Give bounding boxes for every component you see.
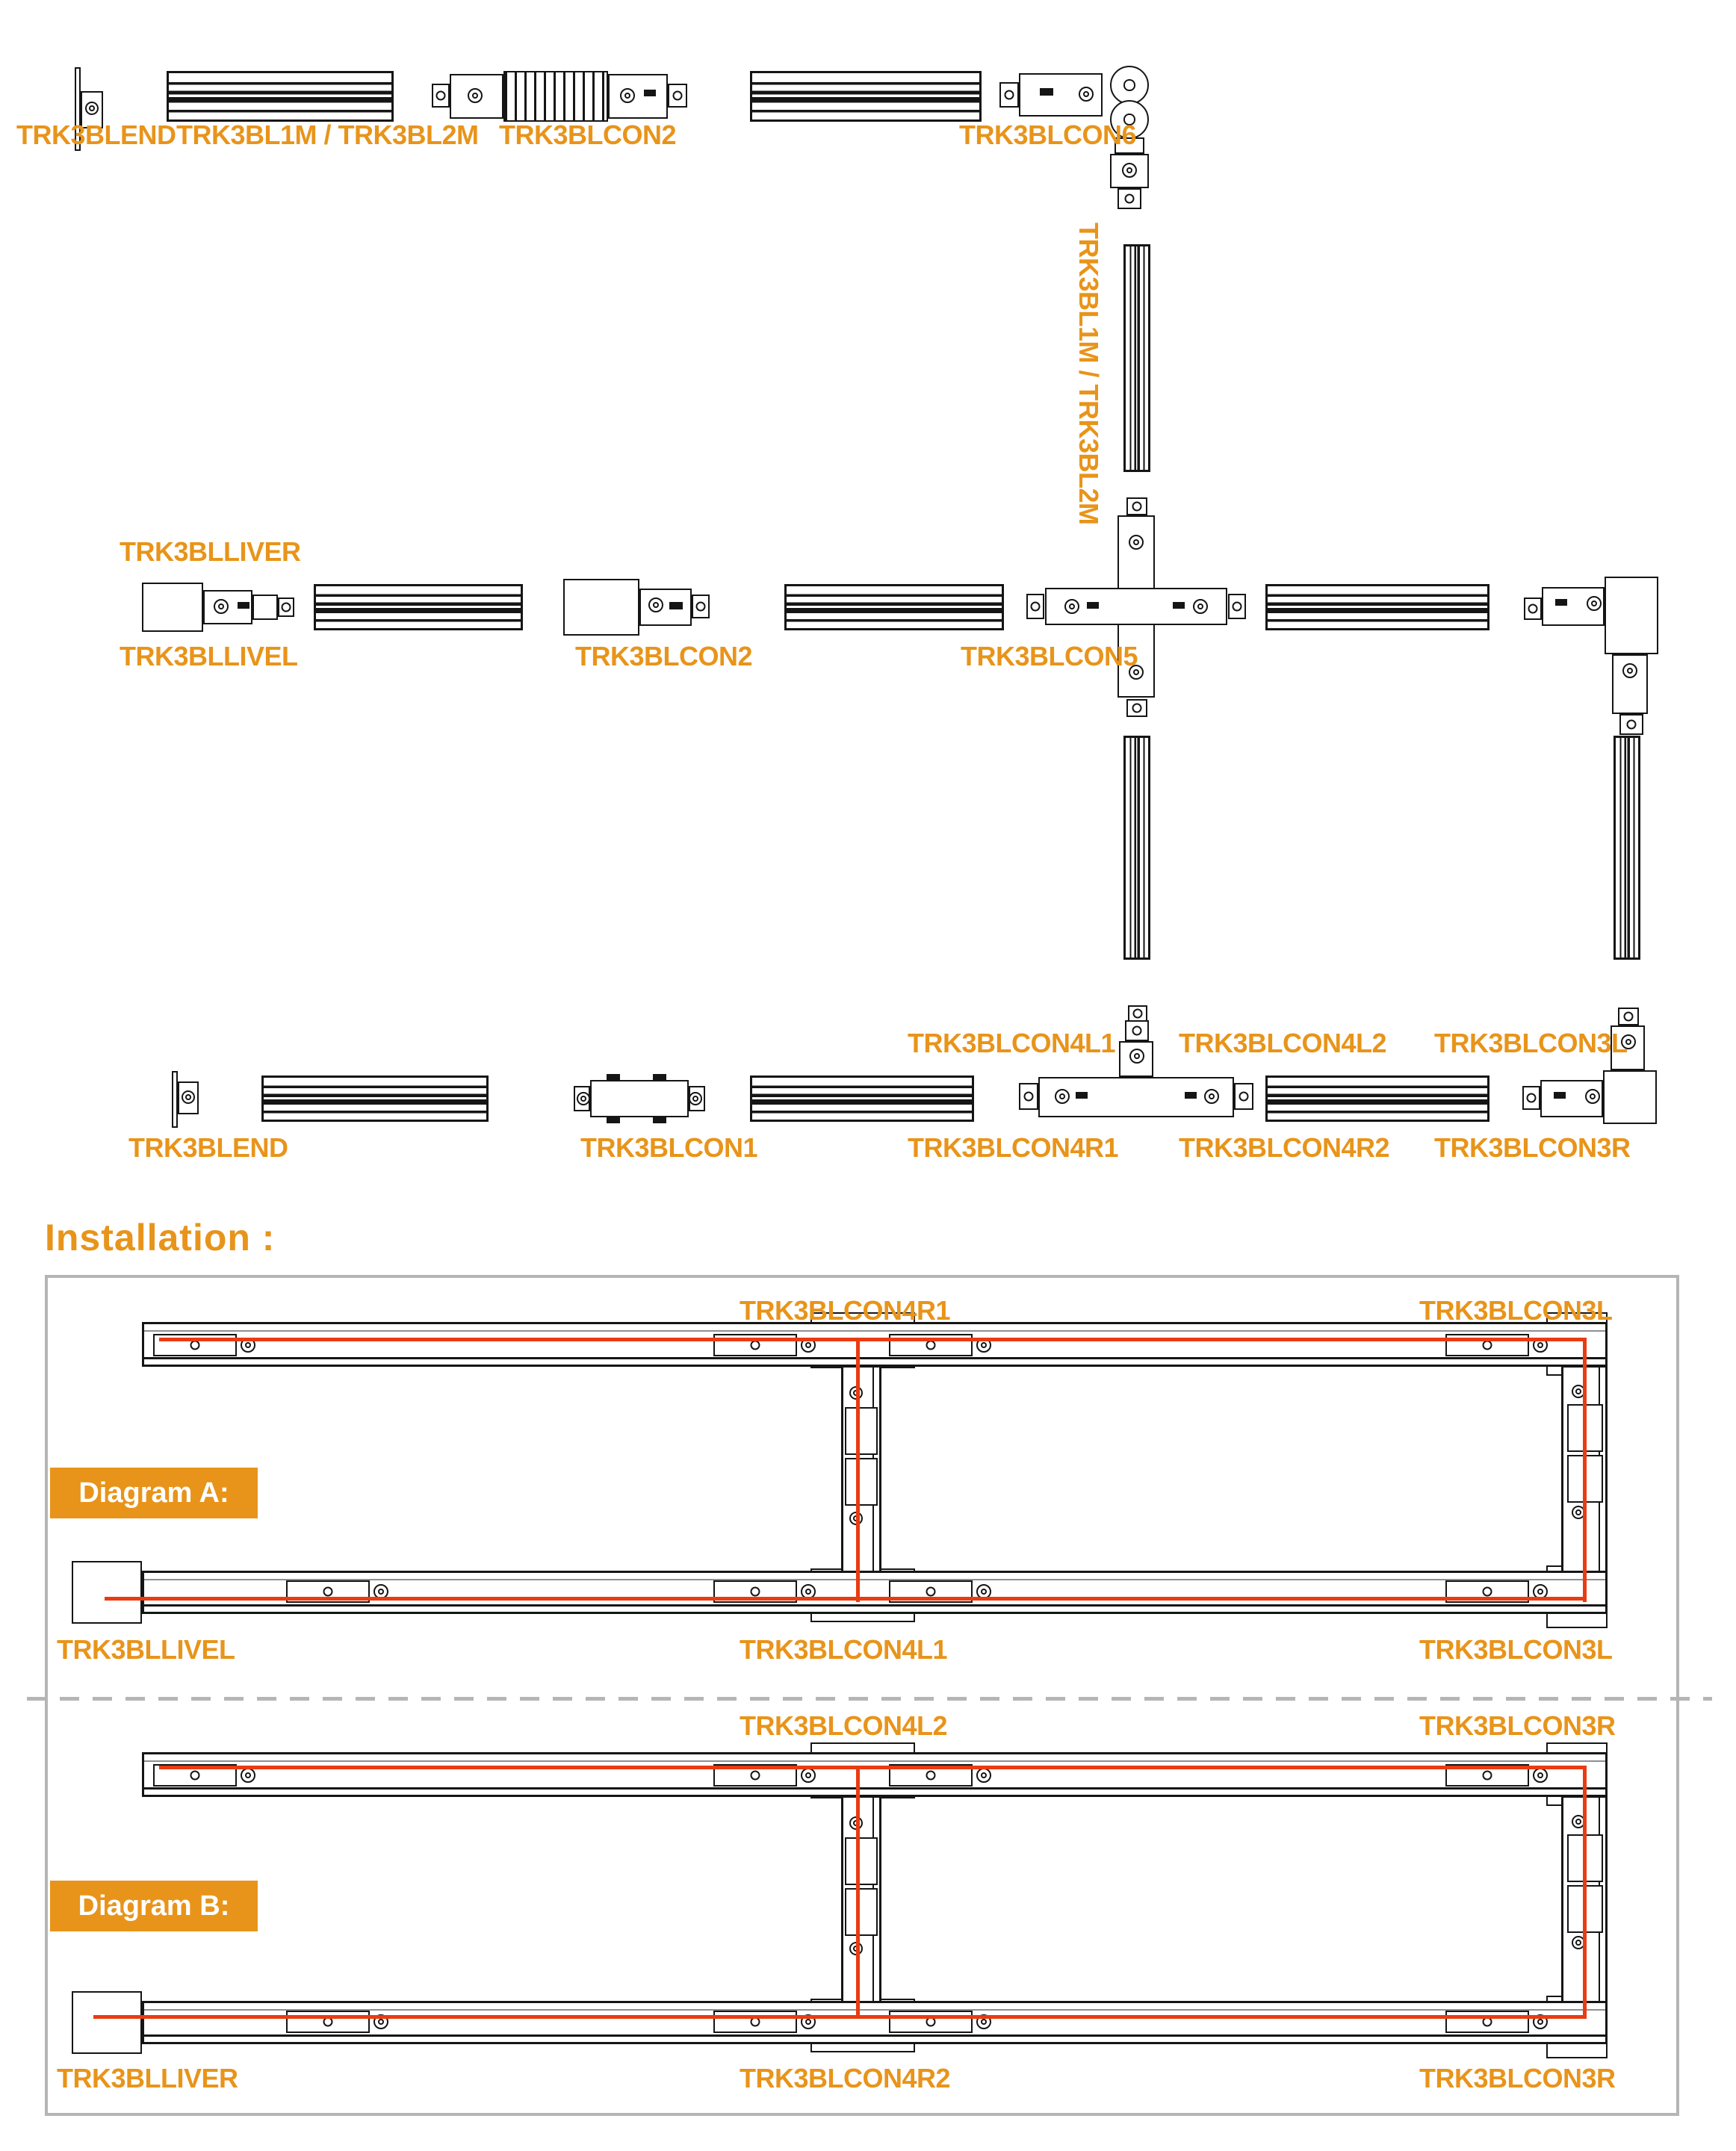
part-label-con2-1: TRK3BLCON2 [499, 120, 677, 150]
screw-icon [1533, 1768, 1548, 1783]
endcap-plate-icon [172, 1071, 178, 1128]
track-vertical-icon [1123, 244, 1150, 472]
screw-icon [1129, 1049, 1144, 1064]
track-vertical-icon [1613, 736, 1640, 960]
connector-box [590, 1080, 689, 1117]
part-label-con4l1: TRK3BLCON4L1 [908, 1028, 1116, 1058]
screw-icon [689, 1092, 702, 1105]
connector-plug [286, 2011, 370, 2033]
connector-box [845, 1837, 878, 1885]
connector-box [563, 579, 639, 636]
screw-icon [241, 1768, 255, 1783]
contact-mark [1040, 88, 1053, 96]
contact-mark [607, 1074, 620, 1081]
diagram-rail [142, 1752, 1608, 1797]
connector-plug [1128, 1005, 1147, 1022]
part-label-track-1: TRK3BL1M / TRK3BL2M [176, 120, 479, 150]
screw-icon [214, 599, 229, 614]
part-label-con3r: TRK3BLCON3R [1434, 1132, 1631, 1163]
connector-plug [1117, 188, 1141, 209]
live-feed-box [72, 1561, 142, 1624]
connector-box [252, 595, 278, 620]
diagB-label-bottom-right: TRK3BLCON3R [1419, 2063, 1616, 2093]
contact-mark [1185, 1092, 1197, 1099]
connector-plug [1019, 1083, 1038, 1110]
diagA-label-bottom-left: TRK3BLLIVEL [57, 1634, 235, 1665]
part-label-con5: TRK3BLCON5 [961, 641, 1138, 671]
connector-box [639, 589, 692, 626]
track-icon [314, 584, 523, 630]
track-icon [167, 71, 394, 122]
screw-icon [801, 1768, 816, 1783]
diagA-label-top-right: TRK3BLCON3L [1419, 1295, 1613, 1326]
power-wire [856, 1766, 860, 2019]
connector-plug [1026, 594, 1044, 619]
power-wire [159, 1766, 1587, 1769]
screw-icon [468, 88, 483, 103]
power-wire [159, 1338, 1587, 1341]
diagB-label-top-center: TRK3BLCON4L2 [740, 1710, 948, 1741]
contact-mark [644, 90, 656, 96]
connector-plug [1524, 598, 1542, 620]
track-icon [1265, 1076, 1489, 1122]
connector-plug [1126, 699, 1147, 717]
screw-icon [1193, 599, 1208, 614]
connector-box [845, 1888, 878, 1936]
contact-mark [1076, 1092, 1088, 1099]
part-label-con2-2: TRK3BLCON2 [575, 641, 753, 671]
part-label-end-1: TRK3BLEND [16, 120, 176, 150]
connector-plug [1228, 594, 1246, 619]
contact-mark [1554, 1092, 1566, 1099]
installation-heading: Installation : [45, 1217, 276, 1258]
track-icon [784, 584, 1004, 630]
connector-plug [889, 2011, 973, 2033]
screw-icon [1055, 1089, 1070, 1104]
power-wire [93, 2015, 1587, 2019]
connector-plug [1125, 1020, 1149, 1041]
contact-mark [238, 602, 249, 609]
diagB-label-bottom-left: TRK3BLLIVER [57, 2063, 238, 2093]
screw-icon [648, 598, 663, 612]
track-vertical-icon [1123, 736, 1150, 960]
screw-icon [182, 1090, 195, 1104]
corner-box [1605, 577, 1658, 654]
track-icon [750, 1076, 974, 1122]
live-feed-icon [142, 583, 203, 632]
connector-plug [668, 84, 687, 108]
part-label-livel: TRK3BLLIVEL [120, 641, 298, 671]
screw-icon [1585, 1089, 1600, 1104]
diagB-title: Diagram B: [50, 1881, 258, 1931]
diagram-rail [142, 1322, 1608, 1367]
power-wire [105, 1597, 1587, 1601]
part-label-track-vertical: TRK3BL1M / TRK3BL2M [1073, 223, 1104, 525]
part-label-con3l: TRK3BLCON3L [1434, 1028, 1628, 1058]
contact-mark [653, 1116, 666, 1123]
connector-plug [1522, 1086, 1540, 1110]
part-label-end-2: TRK3BLEND [128, 1132, 288, 1163]
screw-icon [976, 1768, 991, 1783]
connector-plug [692, 595, 710, 618]
screw-icon [1204, 1089, 1219, 1104]
flex-bellows-icon [503, 71, 608, 122]
contact-mark [669, 602, 683, 609]
power-wire [1583, 1766, 1587, 2019]
track-icon [1265, 584, 1489, 630]
power-wire [856, 1338, 860, 1602]
part-label-liver: TRK3BLLIVER [120, 536, 301, 567]
diagA-label-bottom-center: TRK3BLCON4L1 [740, 1634, 948, 1665]
part-label-con6: TRK3BLCON6 [959, 120, 1137, 150]
screw-icon [1129, 535, 1144, 550]
connector-plug [999, 82, 1019, 108]
screw-icon [620, 88, 635, 103]
power-wire [1583, 1338, 1587, 1602]
track-icon [261, 1076, 489, 1122]
screw-icon [1622, 663, 1637, 678]
diagB-label-bottom-center: TRK3BLCON4R2 [740, 2063, 951, 2093]
hinge-icon [1110, 66, 1149, 105]
contact-mark [653, 1074, 666, 1081]
contact-mark [1173, 602, 1185, 609]
connector-plug [278, 598, 294, 617]
screw-icon [1064, 599, 1079, 614]
connector-plug [1445, 2011, 1529, 2033]
connector-plug [1619, 714, 1643, 735]
diagA-label-top-center: TRK3BLCON4R1 [740, 1295, 951, 1326]
contact-mark [1087, 602, 1099, 609]
diagA-title: Diagram A: [50, 1468, 258, 1518]
connector-plug [1618, 1008, 1639, 1025]
contact-mark [607, 1116, 620, 1123]
connector-plug [1126, 497, 1147, 515]
contact-mark [1555, 599, 1567, 606]
connector-plug [1234, 1083, 1253, 1110]
track-icon [750, 71, 982, 122]
screw-icon [1079, 87, 1094, 102]
diagram-separator [27, 1697, 1712, 1701]
connector-box [845, 1407, 878, 1455]
part-label-con4l2: TRK3BLCON4L2 [1179, 1028, 1387, 1058]
screw-icon [577, 1092, 590, 1105]
part-label-con1: TRK3BLCON1 [580, 1132, 758, 1163]
screw-icon [1122, 163, 1137, 178]
diagB-label-top-right: TRK3BLCON3R [1419, 1710, 1616, 1741]
connector-plug [432, 84, 450, 108]
live-feed-box [72, 1991, 142, 2054]
part-label-con4r1: TRK3BLCON4R1 [908, 1132, 1119, 1163]
screw-icon [1587, 596, 1602, 611]
connector-plug [713, 2011, 797, 2033]
connector-box [608, 74, 668, 119]
diagA-label-bottom-right: TRK3BLCON3L [1419, 1634, 1613, 1665]
screw-icon [85, 102, 99, 115]
connector-box [845, 1458, 878, 1506]
part-label-con4r2: TRK3BLCON4R2 [1179, 1132, 1390, 1163]
corner-box [1603, 1070, 1657, 1124]
